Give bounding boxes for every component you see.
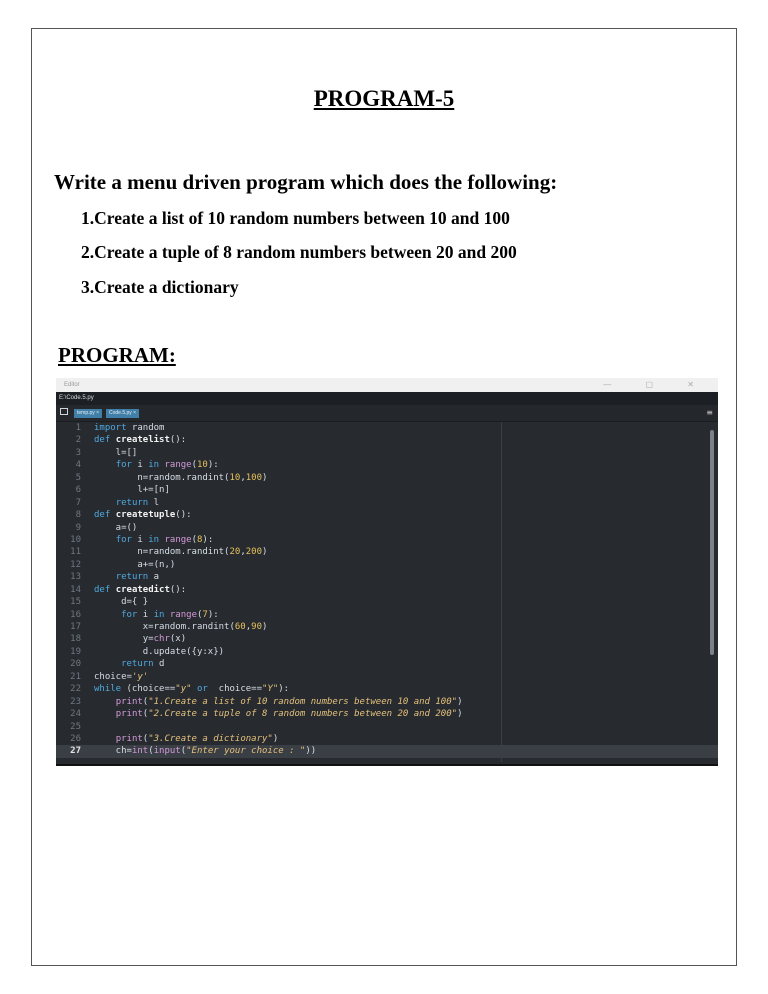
line-number: 23 — [70, 696, 81, 707]
editor-title: Editor — [64, 382, 80, 388]
list-item: 2.Create a tuple of 8 random numbers between 20 and 200 — [81, 242, 517, 262]
code-line — [56, 434, 718, 446]
code-line — [56, 708, 718, 720]
code-text: for i in range(10): — [115, 460, 219, 471]
line-number: 21 — [70, 671, 81, 682]
line-number: 7 — [75, 497, 81, 508]
code-text: while (choice=="y" or choice=="Y"): — [94, 684, 290, 695]
line-number: 14 — [70, 584, 81, 595]
code-line — [56, 646, 718, 658]
code-text: choice='y' — [94, 671, 149, 682]
code-text: ch=int(input("Enter your choice : ")) — [94, 746, 317, 757]
code-line — [56, 609, 718, 621]
code-line — [56, 658, 718, 670]
line-number: 18 — [70, 634, 81, 645]
code-line — [56, 546, 718, 558]
code-text: y=chr(x) — [94, 634, 187, 645]
code-line — [56, 596, 718, 608]
folder-icon — [60, 408, 68, 415]
code-text: a+=(n,) — [94, 559, 176, 570]
code-line — [56, 671, 718, 683]
line-number: 13 — [70, 572, 81, 583]
line-number: 10 — [70, 534, 81, 545]
line-number: 22 — [70, 684, 81, 695]
code-line — [56, 571, 718, 583]
editor-title-bar — [56, 378, 718, 392]
code-area — [56, 422, 718, 758]
menu-icon: ≡ — [706, 408, 713, 417]
code-text: print("2.Create a tuple of 8 random numbers between 20 and 200") — [115, 709, 463, 720]
line-number: 19 — [70, 646, 81, 657]
file-path: E:\Code.5.py — [59, 395, 94, 401]
code-text: d.update({y:x}) — [94, 646, 225, 657]
code-text: def createtuple(): — [94, 510, 192, 521]
code-line — [56, 497, 718, 509]
code-text: return d — [121, 659, 165, 670]
code-line — [56, 459, 718, 471]
line-number: 2 — [75, 435, 81, 446]
list-item: 1.Create a list of 10 random numbers between 10 and 100 — [81, 208, 510, 228]
code-editor-screenshot — [56, 378, 718, 766]
code-line — [56, 447, 718, 459]
line-number: 9 — [75, 522, 81, 533]
line-number: 20 — [70, 659, 81, 670]
line-number: 5 — [75, 472, 81, 483]
code-line — [56, 522, 718, 534]
section-heading: PROGRAM: — [58, 343, 176, 367]
code-line — [56, 472, 718, 484]
tab-code5: Code.5.py × — [106, 409, 139, 418]
scrollbar — [710, 430, 714, 655]
code-text: def createlist(): — [94, 435, 187, 446]
code-line — [56, 633, 718, 645]
window-controls: — ▢ ✕ — [603, 380, 710, 389]
page-title: PROGRAM-5 — [313, 86, 455, 111]
code-text: import random — [94, 423, 165, 433]
code-line — [56, 584, 718, 596]
line-number: 24 — [70, 709, 81, 720]
file-path-bar — [56, 392, 718, 405]
code-text: for i in range(7): — [121, 609, 219, 620]
line-number: 15 — [70, 597, 81, 608]
line-number: 6 — [75, 485, 81, 496]
line-number: 16 — [70, 609, 81, 620]
code-text: print("1.Create a list of 10 random numbers between 10 and 100") — [115, 696, 463, 707]
code-line — [56, 621, 718, 633]
line-number: 1 — [75, 423, 81, 433]
line-number: 3 — [75, 447, 81, 458]
code-line — [56, 721, 718, 733]
line-number: 25 — [70, 721, 81, 732]
code-line — [56, 733, 718, 745]
code-text: for i in range(8): — [115, 534, 214, 545]
code-text: d={ } — [94, 597, 149, 608]
tab-temp: temp.py × — [74, 409, 102, 418]
code-text: l=[] — [94, 447, 138, 458]
code-text: return l — [115, 497, 160, 508]
list-item: 3.Create a dictionary — [81, 277, 239, 297]
tab-bar — [56, 405, 718, 422]
line-number: 11 — [70, 547, 81, 558]
line-number: 8 — [75, 510, 81, 521]
code-text: def createdict(): — [94, 584, 187, 595]
question-text: Write a menu driven program which does the following: — [54, 170, 558, 194]
code-line — [56, 683, 718, 695]
line-number: 17 — [70, 622, 81, 632]
code-line — [56, 696, 718, 708]
code-text: l+=[n] — [94, 485, 170, 496]
code-line — [56, 509, 718, 521]
code-line — [56, 422, 718, 434]
line-number: 27 — [70, 746, 81, 757]
code-text: n=random.randint(20,200) — [94, 547, 268, 558]
code-line — [56, 484, 718, 496]
code-text: x=random.randint(60,90) — [94, 622, 268, 632]
code-text: a=() — [94, 522, 138, 533]
code-line — [56, 559, 718, 571]
line-number: 12 — [70, 559, 81, 570]
code-text: return a — [115, 572, 160, 583]
code-line — [56, 745, 718, 757]
code-text: n=random.randint(10,100) — [94, 472, 268, 483]
line-number: 26 — [70, 733, 81, 744]
code-line — [56, 534, 718, 546]
code-text: print("3.Create a dictionary") — [115, 733, 279, 744]
line-number: 4 — [75, 460, 81, 471]
